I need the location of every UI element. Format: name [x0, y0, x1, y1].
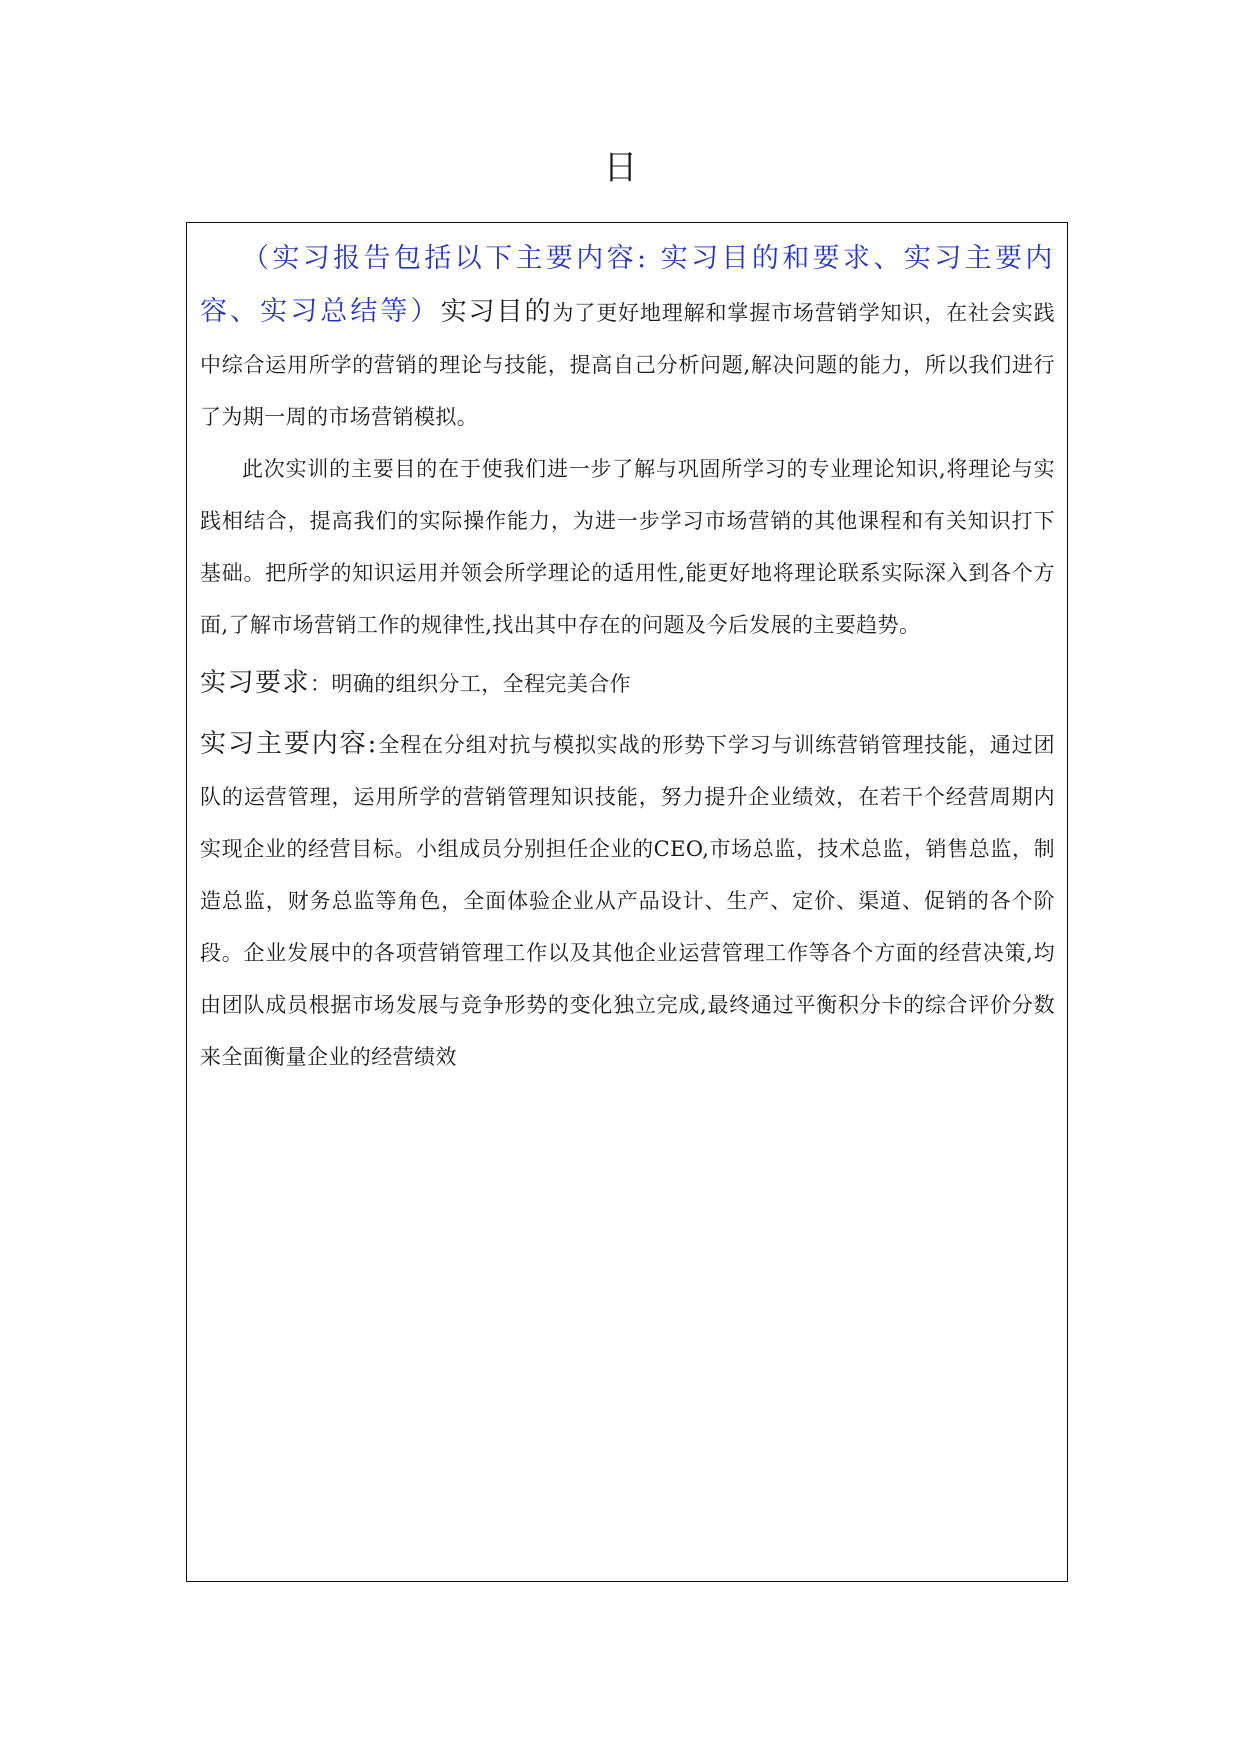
report-table-cell	[186, 222, 1068, 1582]
intro-note: （实习报告包括以下主要内容: 实习目的和要求、实习主要内容、实习总结等）	[200, 243, 1055, 327]
content-paragraph	[200, 718, 1055, 1083]
purpose-paragraph	[200, 233, 1055, 443]
requirements-separator: ：	[310, 672, 332, 696]
content-label: 实习主要内容	[200, 729, 368, 759]
requirements-paragraph	[200, 657, 1055, 710]
purpose-label: 实习目的	[440, 297, 553, 327]
report-body	[200, 233, 1055, 1083]
purpose-text: 为了更好地理解和掌握市场营销学知识，在社会实践中综合运用所学的营销的理论与技能，提高自己分析问题,解决问题的能力，所以我们进行了为期一周的市场营销模拟。	[200, 301, 1055, 429]
content-separator: :	[367, 729, 378, 759]
requirements-label: 实习要求	[200, 668, 311, 698]
page-heading: 日	[603, 148, 638, 188]
content-text: 全程在分组对抗与模拟实战的形势下学习与训练营销管理技能，通过团队的运营管理，运用所学的营销管理知识技能，努力提升企业绩效，在若干个经营周期内实现企业的经营目标。小组成员分别担任企业的CEO,市场总监，技术总监，销售总监，制造总监，财务总监等角色，全面体验企业从产品设计、生产、定价、渠道、促销的各个阶段。企业发展中的各项营销管理工作以及其他企业运营管理工作等各个方面的经营决策,均由团队成员根据市场发展与竞争形势的变化独立完成,最终通过平衡积分卡的综合评价分数来全面衡量企业的经营绩效	[200, 733, 1055, 1069]
requirements-text: 明确的组织分工，全程完美合作	[331, 672, 632, 696]
purpose-paragraph-2: 此次实训的主要目的在于使我们进一步了解与巩固所学习的专业理论知识,将理论与实践相结合，提高我们的实际操作能力，为进一步学习市场营销的其他课程和有关知识打下基础。把所学的知识运用并领会所学理论的适用性,能更好地将理论联系实际深入到各个方面,了解市场营销工作的规律性,找出其中存在的问题及今后发展的主要趋势。	[200, 457, 1055, 637]
